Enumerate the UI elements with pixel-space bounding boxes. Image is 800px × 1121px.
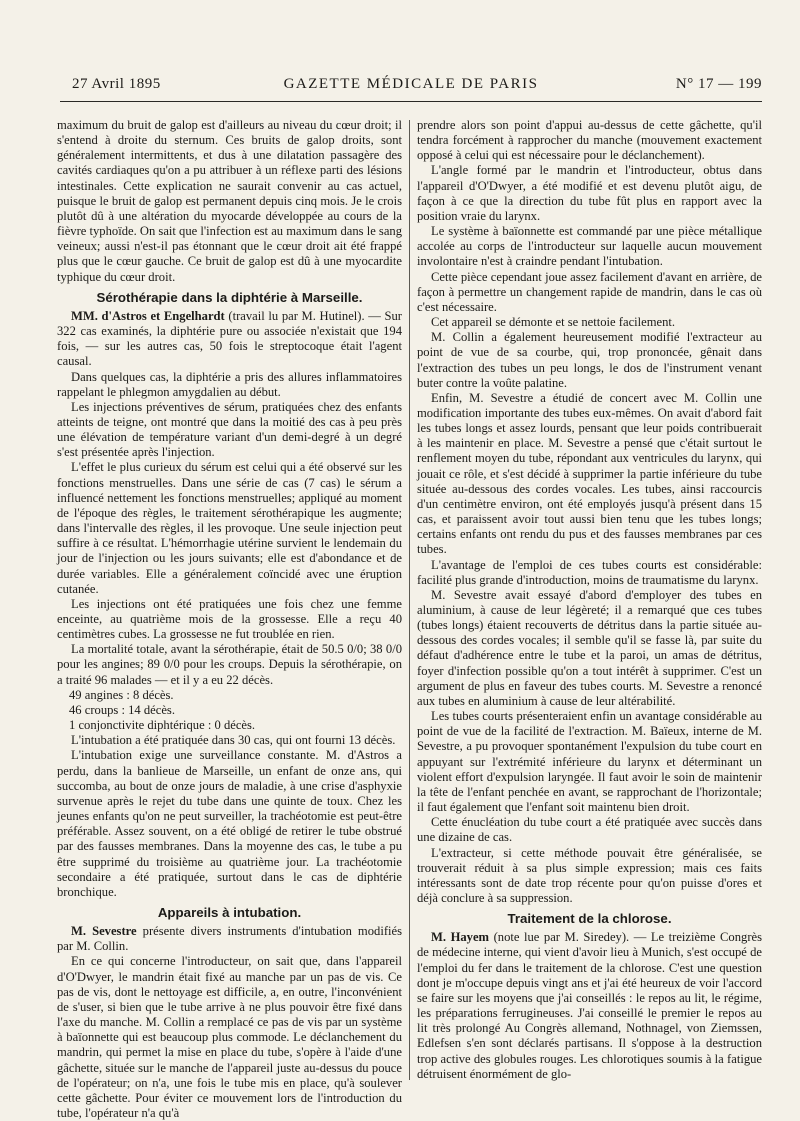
page-header	[60, 76, 762, 100]
paragraph-with-lead	[57, 309, 402, 370]
issue-page-number: N° 17 — 199	[675, 76, 762, 92]
paragraph-with-lead	[57, 924, 402, 954]
paragraph: L'angle formé par le mandrin et l'introducteur, obtus dans l'appareil d'O'Dwyer, a été modifié et est devenu plutôt aigu, de façon à ce que la direction du tube fût plus en rapport avec la position vraie du larynx.	[417, 163, 762, 223]
section-heading: Traitement de la chlorose.	[507, 911, 672, 927]
right-column	[417, 118, 762, 1088]
speaker-names: MM. d'Astros et Engelhardt	[71, 308, 225, 323]
paragraph: Les injections ont été pratiquées une fois chez une femme enceinte, au quatrième mois de la grossesse. Elle a reçu 40 centimètres cubes. La grossesse ne fut troublée en rien.	[57, 596, 402, 642]
header-rule	[60, 101, 762, 102]
paragraph-text: (note lue par M. Siredey). — Le treizième Congrès de médecine interne, qui vient d'avoir lieu à Munich, s'est occupé de l'emploi du fer dans le traitement de la chlorose. C'est une question dont je m'occupe depuis vingt ans et j'ai été heureux de voir l'accord se faire sur les moyens que j'ai conseillés : le repos au lit, le régime, les préparations ferrugineuses. J'ai conseillé le premier le repos au lit très prolongé Au Congrès allemand, Nothnagel, von Ziemssen, Edlefsen s'en sont déclarés partisans. Il s'oppose à la destruction trop active des globules rouges. Les chlorotiques soumis à la fatigue détruisent énormément de glo-	[417, 930, 762, 1081]
column-divider	[409, 120, 410, 1080]
paragraph: Le système à baïonnette est commandé par une pièce métallique accolée au corps de l'introducteur sur laquelle aucun mouvement involontaire n'est à craindre pendant l'intubation.	[417, 224, 762, 269]
paragraph: Les tubes courts présenteraient enfin un avantage considérable au point de vue de la facilité de l'extraction. M. Baïeux, interne de M. Sevestre, a pu provoquer spontanément l'expulsion du tube court en appuyant sur l'extrémité inférieure du larynx et déterminant un violent effort d'expulsion laryngée. Il faut avoir le soin de maintenir la tête de l'enfant penchée en avant, se rapprochant de l'horizontale; il faut également que l'enfant soit maintenu bien droit.	[417, 709, 762, 815]
paragraph: prendre alors son point d'appui au-dessus de cette gâchette, qu'il tendra forcément à rapprocher du manche (mouvement exactement opposé à celui qui est nécessaire pour le déclanchement).	[417, 118, 762, 163]
paragraph: La mortalité totale, avant la sérothérapie, était de 50.5 0/0; 38 0/0 pour les angines; 89 0/0 pour les croups. Depuis la sérothérapie, on a traité 96 malades — et il y a eu 22 décès.	[57, 642, 402, 687]
stat-line: 46 croups : 14 décès.	[69, 702, 175, 717]
paragraph: M. Sevestre avait essayé d'abord d'employer des tubes en aluminium, à cause de leur légèreté; il a remarqué que ces tubes (tubes longs) étaient recouverts de détritus dans la partie située au-dessous des cordes vocales; il semble qu'il se fasse là, par suite du défaut d'adhérence entre le tube et la paroi, un amas de détritus, foyer d'infection possible qu'on a tout intérêt à supprimer. C'est un argument de plus en faveur des tubes courts. M. Sevestre a renoncé aux tubes en aluminium à cause de leur altérabilité.	[417, 587, 762, 708]
paragraph: maximum du bruit de galop est d'ailleurs au niveau du cœur droit; il s'entend à droite du sternum. Ces bruits de galop droits, sont généralement intermittents, et dus à une dilatation passagère des cavités cardiaques qu'on a pu attribuer à un réflexe parti des lésions intestinales. Cette explication ne saurait convenir au cas actuel, puisque le bruit de galop est permanent depuis cinq mois. Je le crois plutôt dû à une altération du myocarde développée au cours de la fièvre typhoïde. On sait que l'infection est au maximum dans le sang veineux; aussi n'est-il pas étonnant que le cœur droit ait été frappé plus que le cœur gauche. Ce bruit de galop est dû à une myocardite typhique du cœur droit.	[57, 118, 403, 284]
paragraph: L'avantage de l'emploi de ces tubes courts est considérable: facilité plus grande d'introduction, moins de traumatisme du larynx.	[417, 557, 762, 587]
paragraph: Cette pièce cependant joue assez facilement d'avant en arrière, de façon à permettre un changement rapide de mandrin, dans le cas où c'est nécessaire.	[417, 269, 762, 314]
stat-line: 49 angines : 8 décès.	[69, 687, 174, 702]
section-heading: Sérothérapie dans la diphtérie à Marseille.	[96, 289, 363, 305]
paragraph: En ce qui concerne l'introducteur, on sait que, dans l'appareil d'O'Dwyer, le mandrin était fixé au manche par un pas de vis. Ce pas de vis, dont le nettoyage est difficile, a, en outre, l'inconvénient de s'user, si bien que le tube arrive à ne plus pouvoir être fixé dans l'axe du manche. M. Collin a remplacé ce pas de vis par un système à baïonnette qui est beaucoup plus commode. Le déclanchement du mandrin, qui permet la mise en place du tube, s'opère à l'aide d'une gâchette, située sur le manche de l'appareil juste au-dessus du pouce de l'opérateur; on n'a, une fois le tube mis en place, qu'à soulever cette gâchette. Pour éviter ce mouvement lors de l'introduction du tube, l'opérateur n'a qu'à	[57, 954, 402, 1120]
issue-date: 27 Avril 1895	[72, 76, 161, 92]
paragraph: Cet appareil se démonte et se nettoie facilement.	[431, 315, 676, 330]
paragraph: Enfin, M. Sevestre a étudié de concert avec M. Collin une modification importante des tubes eux-mêmes. On avait d'abord fait les tubes longs et assez lourds, pensant que leur poids contribuerait à les maintenir en place. M. Sevestre a pensé que c'était surtout le renflement moyen du tube, répondant aux ventricules du larynx, qui jouait ce rôle, et s'est décidé à supprimer la partie inférieure du tube située au-dessous des cordes vocales. Les tubes, ainsi raccourcis d'un centimètre environ, ont été employés jusqu'à présent dans 15 cas, et paraissent avoir tout aussi bien tenu que les tubes longs; certains enfants ont rendu du pus et des fausses membranes par ces tubes.	[417, 390, 762, 557]
paragraph: L'intubation a été pratiquée dans 30 cas, qui ont fourni 13 décès.	[71, 733, 396, 748]
paragraph: L'effet le plus curieux du sérum est celui qui a été observé sur les fonctions menstruelles. Dans une série de cas (7 cas) le sérum a influencé nettement les fonctions menstruelles; appliqué au moment de l'époque des règles, le traitement sérothérapique les augmente; dans l'intervalle des règles, il les provoque. Une seule injection peut suffire à ce résultat. L'hémorrhagie utérine survient le lendemain du jour de l'injection ou les jours suivants; elle est d'abondance et de durée variables. Elle a généralement coïncidé avec une éruption cutanée.	[57, 460, 402, 596]
paragraph: M. Collin a également heureusement modifié l'extracteur au point de vue de sa courbe, qui, trop prononcée, gênait dans l'extraction des tubes un peu longs, le dos de l'instrument venant buter contre la voûte palatine.	[417, 330, 762, 390]
paragraph: L'intubation exige une surveillance constante. M. d'Astros a perdu, dans la banlieue de Marseille, un enfant de onze ans, qui succomba, au bout de onze jours de maladie, à une crise d'asphyxie survenue après le rejet du tube dans une quinte de toux. Chez les jeunes enfants qu'on ne peut surveiller, la trachéotomie est peut-être préférable. Assez souvent, on a été obligé de retirer le tube obstrué par des fausses membranes. Dans la moyenne des cas, le tube a pu être supprimé du troisième au quatrième jour. La trachéotomie secondaire a été pratiquée, surtout dans le cas de diphtérie bronchique.	[57, 748, 402, 899]
paragraph: Cette énucléation du tube court a été pratiquée avec succès dans une dizaine de cas.	[417, 815, 762, 845]
speaker-names: M. Sevestre	[71, 924, 137, 939]
paragraph-text: présente divers instruments d'intubation modifiés par M. Collin.	[57, 924, 403, 954]
paragraph: L'extracteur, si cette méthode pouvait être généralisée, se trouverait réduit à sa plus simple expression; mais ces faits intéressants sont de date trop récente pour qu'on puisse d'ores et déjà conclure à sa suppression.	[417, 845, 762, 905]
journal-title: GAZETTE MÉDICALE DE PARIS	[283, 76, 539, 92]
left-column	[57, 118, 403, 1120]
paragraph-with-lead	[417, 930, 762, 1082]
paragraph: Les injections préventives de sérum, pratiquées chez des enfants atteints de teigne, ont montré que dans la moitié des cas à peu près une élévation de température variant d'un demi-degré à un degré s'est présentée après l'injection.	[57, 399, 402, 460]
section-heading: Appareils à intubation.	[157, 904, 302, 920]
paragraph: Dans quelques cas, la diphtérie a pris des allures inflammatoires rappelant le phlegmon amygdalien au début.	[57, 369, 402, 399]
paragraph-text: (travail lu par M. Hutinel). — Sur 322 cas examinés, la diphtérie pure ou associée n'existait que 194 fois, — sur les autres cas, 50 fois le streptocoque était l'agent causal.	[57, 308, 402, 369]
stat-line: 1 conjonctivite diphtérique : 0 décès.	[69, 718, 256, 733]
speaker-names: M. Hayem	[431, 930, 490, 945]
